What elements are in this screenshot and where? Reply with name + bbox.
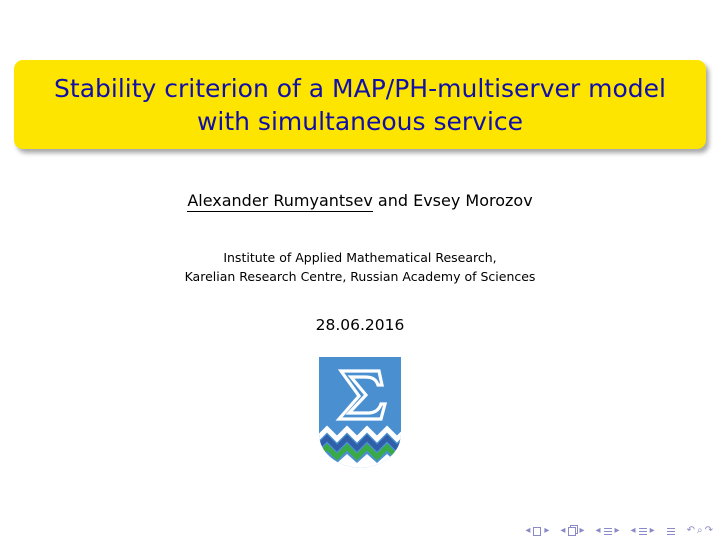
nav-subsection-icon[interactable] [568,527,576,536]
nav-forward-icon[interactable]: ↷ [704,525,713,536]
nav-back-icon[interactable]: ↶ [686,525,695,536]
nav-search-icon[interactable]: ⌕ [697,525,703,536]
affiliation-line-1: Institute of Applied Mathematical Research, [223,250,497,265]
institute-logo [319,357,401,469]
author-connector: and [372,191,414,210]
nav-frame-prev-icon[interactable]: ◂ [525,525,531,536]
author-second: Evsey Morozov [413,191,533,210]
nav-section-next-icon[interactable]: ▸ [614,525,620,536]
presentation-date: 28.06.2016 [315,316,405,334]
title-box [14,60,706,149]
nav-section-group [594,523,620,539]
nav-appendix-group [665,528,677,535]
nav-document-next-icon[interactable]: ▸ [649,525,655,536]
title-line-2: with simultaneous service [196,106,524,136]
nav-document-group [630,523,656,539]
nav-section-icon[interactable] [604,528,612,535]
nav-frame-next-icon[interactable]: ▸ [544,525,550,536]
nav-search-group [686,523,714,539]
title-line-1: Stability criterion of a MAP/PH-multiserver model [54,73,666,103]
author-presenter: Alexander Rumyantsev [187,191,373,210]
nav-section-prev-icon[interactable]: ◂ [595,525,601,536]
nav-frame-icon[interactable] [533,527,541,536]
nav-subsection-prev-icon[interactable]: ◂ [560,525,566,536]
affiliation [0,248,720,286]
nav-document-prev-icon[interactable]: ◂ [630,525,636,536]
nav-subsection-next-icon[interactable]: ▸ [579,525,585,536]
beamer-navigation [515,523,714,539]
nav-appendix-icon[interactable] [667,528,675,535]
authors [0,190,720,212]
nav-subsection-group [559,523,585,539]
affiliation-line-2: Karelian Research Centre, Russian Academy of Sciences [184,269,536,284]
nav-document-icon[interactable] [639,528,647,535]
nav-frame-group [524,523,550,539]
